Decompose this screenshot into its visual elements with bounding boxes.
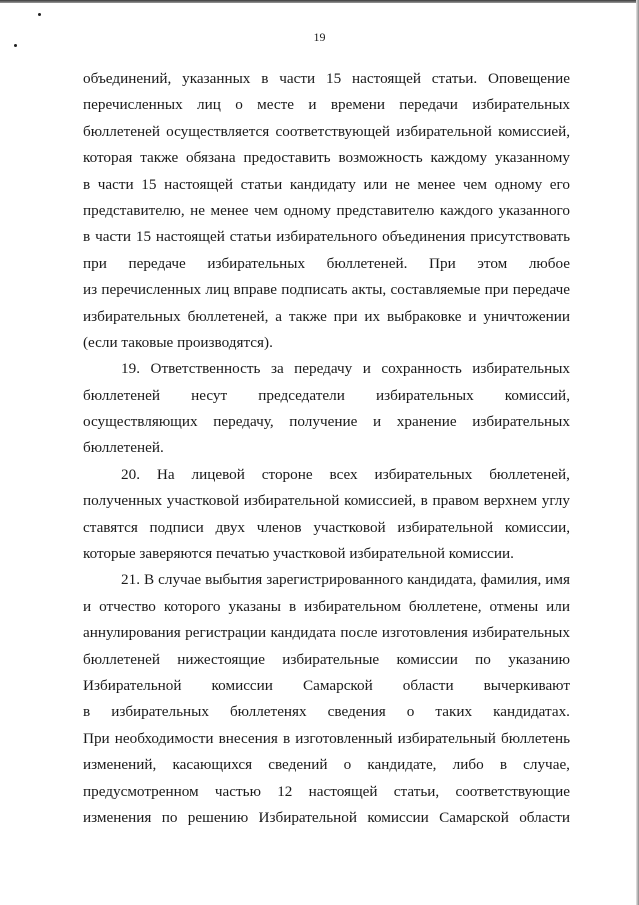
text-line: полученных участковой избирательной комиссией, в правом верхнем углу — [83, 492, 570, 510]
text-line: изменений, касающихся сведений о кандидате, либо в случае, — [83, 756, 570, 774]
text-line: 20. На лицевой стороне всех избирательных бюллетеней, — [121, 465, 570, 483]
text-line: представителю, не менее чем одному представителю каждого указанного — [83, 201, 571, 219]
text-line: осуществляющих передачу, получение и хранение избирательных — [83, 413, 570, 431]
text-line: объединений, указанных в части 15 настоящей статьи. Оповещение — [83, 70, 571, 87]
text-line: ставятся подписи двух членов участковой избирательной комиссии, — [83, 518, 571, 536]
text-line: 19. Ответственность за передачу и сохранность избирательных — [121, 360, 571, 378]
text-line: в части 15 настоящей статьи кандидату или не менее чем одному его — [83, 175, 570, 193]
text-line: аннулирования регистрации кандидата после изготовления избирательных — [83, 624, 570, 642]
page-number: 19 — [313, 30, 326, 44]
text-line: которая также обязана предоставить возможность каждому указанному — [83, 149, 570, 167]
text-line: Избирательной комиссии Самарской области вычеркивают — [83, 676, 570, 694]
text-line: При необходимости внесения в изготовленный избирательный бюллетень — [83, 729, 571, 747]
scan-speck — [38, 13, 41, 16]
text-line: бюллетеней осуществляется соответствующей избирательной комиссией, — [83, 122, 571, 140]
scan-speck — [14, 44, 17, 47]
text-line: перечисленных лиц о месте и времени передачи избирательных — [83, 96, 571, 114]
text-line: которые заверяются печатью участковой избирательной комиссии. — [83, 545, 514, 563]
text-line: бюллетеней нижестоящие избирательные комиссии по указанию — [83, 650, 571, 668]
text-line: избирательных бюллетеней, а также при их выбраковке и уничтожении — [83, 307, 570, 325]
text-line: при передаче избирательных бюллетеней. При этом любое — [83, 254, 571, 272]
text-line: изменения по решению Избирательной комиссии Самарской области — [83, 808, 570, 826]
text-line: и отчество которого указаны в избирательном бюллетене, отмены или — [83, 597, 570, 615]
text-line: бюллетеней. — [83, 439, 164, 457]
text-line: в части 15 настоящей статьи избирательного объединения присутствовать — [83, 228, 571, 246]
text-line: 21. В случае выбытия зарегистрированного кандидата, фамилия, имя — [121, 571, 571, 589]
text-line: в избирательных бюллетенях сведения о таких кандидатах. — [83, 703, 570, 721]
text-line: (если таковые производятся). — [83, 333, 273, 351]
text-line: предусмотренном частью 12 настоящей статьи, соответствующие — [83, 782, 570, 800]
scan-top-edge — [0, 0, 639, 3]
document-body — [83, 66, 570, 831]
text-line: из перечисленных лиц вправе подписать акты, составляемые при передаче — [83, 281, 571, 299]
text-line: бюллетеней несут председатели избирательных комиссий, — [83, 386, 570, 404]
